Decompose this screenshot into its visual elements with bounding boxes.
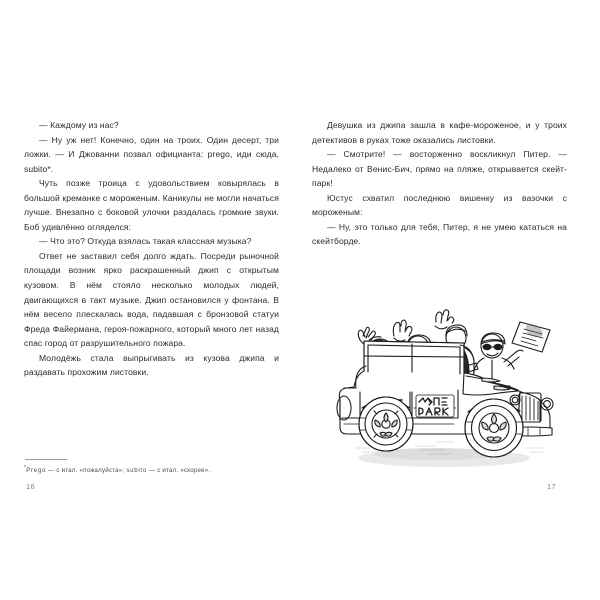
left-page	[24, 118, 279, 518]
paragraph: — Что это? Откуда взялась такая классная музыка?	[39, 236, 252, 247]
footnote-term-subito: subito	[126, 467, 147, 475]
jeep-rear-wheel	[359, 397, 413, 451]
paragraph: Молодёжь стала выпрыгивать из кузова джипа и раздавать прохожим листовки.	[24, 352, 279, 378]
footnote-marker: *	[24, 465, 27, 471]
jeep-illustration	[316, 296, 566, 482]
page-number-right: 17	[547, 482, 557, 491]
footnote-term-prego: Prego	[26, 467, 47, 475]
paragraph: — Каждому из нас?	[39, 120, 119, 130]
paragraph: Юстус схватил последнюю вишенку из вазочки с мороженым:	[312, 192, 567, 218]
page-number-left: 16	[26, 482, 36, 491]
footnote-separator-rule	[25, 459, 67, 460]
paragraph: — Смотрите! — восторженно воскликнул Питер. — Недалеко от Венис-Бич, прямо на пляже, открывается скейт-парк!	[312, 149, 567, 189]
footnote-block	[24, 459, 270, 475]
left-page-body	[24, 118, 279, 380]
right-page-body	[312, 118, 567, 249]
paragraph: Чуть позже троица с удовольствием ковырялась в большой креманке с мороженым. Каникулы не могли начаться лучше. Внезапно с боковой улочки раздалась громкие звуки. Боб удивлённо огляделся:	[24, 178, 279, 232]
passenger-figure-4	[472, 322, 550, 386]
paragraph: — Ну, это только для тебя, Питер, я не умею кататься на скейтборде.	[312, 221, 567, 247]
door-logo-skate-park	[416, 395, 454, 417]
paragraph: Девушка из джипа зашла в кафе-мороженое, и у троих детективов в руках тоже оказались листовки.	[312, 120, 567, 145]
footnote-text	[24, 464, 270, 475]
footnote-gloss-subito: — с итал. «скорее».	[146, 467, 211, 475]
paragraph: Ответ не заставил себя долго ждать. Посреди рыночной площади возник ярко раскрашенный джип с открытым кузовом. В нём стояло несколько молодых людей, двигающихся в такт музыке. Джип остановился у фонтана. В нём весело плескалась вода, падавшая с бронзовой статуи Фреда Файермана, героя-пожарного, который много лет назад спас город от разрушительного пожара.	[24, 250, 279, 349]
paragraph: — Ну уж нет! Конечно, один на троих. Один десерт, три ложки. — И Джованни позвал официанта: prego, иди сюда, subito*.	[24, 134, 279, 174]
jeep-front-wheel	[465, 399, 523, 457]
footnote-gloss-prego: — с итал. «пожалуйста»;	[46, 467, 127, 475]
